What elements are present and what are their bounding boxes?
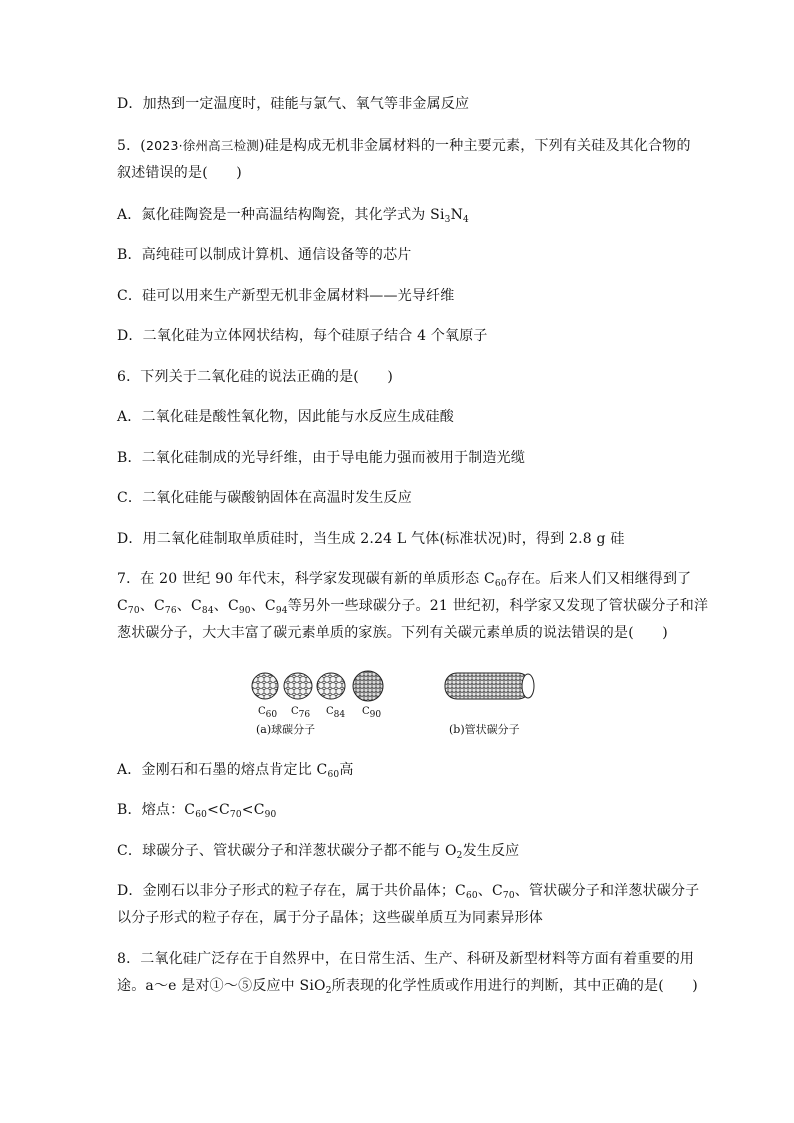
q6-option-b: B．二氧化硅制成的光导纤维，由于导电能力强而被用于制造光缆	[117, 450, 526, 466]
q5-option-a: A．氮化硅陶瓷是一种高温结构陶瓷，其化学式为 $Si_3N_4$	[117, 207, 469, 225]
c76-ball-icon	[284, 673, 312, 699]
caption-tube-carbon: (b)管状碳分子	[449, 723, 520, 736]
q5-option-c: C．硅可以用来生产新型无机非金属材料——光导纤维	[117, 288, 455, 304]
q5-stem-line2: 叙述错误的是( )	[117, 165, 242, 181]
q7-option-a: A．金刚石和石墨的熔点肯定比 $C_{60}$高	[117, 762, 354, 780]
label-c84: $C_{84}$	[326, 706, 346, 720]
q6-option-a: A．二氧化硅是酸性氧化物，因此能与水反应生成硅酸	[117, 409, 454, 425]
q5-source: 2023·徐州高三检测	[145, 138, 259, 153]
c60-ball-icon	[252, 673, 278, 699]
c90-ball-icon	[353, 671, 383, 701]
q7-stem-line3: 葱状碳分子，大大丰富了碳元素单质的家族。下列有关碳元素单质的说法错误的是( )	[117, 625, 668, 641]
carbon-molecules-figure	[240, 664, 550, 744]
carbon-nanotube-icon	[445, 673, 534, 699]
q7-stem-line2: $C_{70}$、$C_{76}$、$C_{84}$、$C_{90}$、$C_{94}$等另外一些球碳分子。21 世纪初，科学家又发现了管状碳分子和洋	[117, 598, 709, 616]
q7-option-d-line1: D．金刚石以非分子形式的粒子存在，属于共价晶体；$C_{60}$、$C_{70}$、管状碳分子和洋葱状碳分子	[117, 883, 700, 901]
c84-ball-icon	[317, 673, 345, 699]
q8-stem-line1: 8．二氧化硅广泛存在于自然界中，在日常生活、生产、科研及新型材料等方面有着重要的用	[117, 951, 695, 967]
q6-option-d: D．用二氧化硅制取单质硅时，当生成 2.24 L 气体(标准状况)时，得到 2.8 g 硅	[117, 531, 625, 547]
q7-stem-line1: 7．在 20 世纪 90 年代末，科学家发现碳有新的单质形态 $C_{60}$存在。后来人们又相继得到了	[117, 571, 692, 589]
label-c90: $C_{90}$	[362, 706, 382, 720]
label-c60: $C_{60}$	[258, 706, 278, 720]
q5-option-d: D．二氧化硅为立体网状结构，每个硅原子结合 4 个氧原子	[117, 328, 488, 344]
q7-option-d-line2: 以分子形式的粒子存在，属于分子晶体；这些碳单质互为同素异形体	[117, 910, 543, 926]
carbon-molecules-illustration	[240, 664, 550, 714]
q4-option-d: D．加热到一定温度时，硅能与氯气、氧气等非金属反应	[117, 96, 470, 112]
q6-option-c: C．二氧化硅能与碳酸钠固体在高温时发生反应	[117, 490, 412, 506]
caption-ball-carbon: (a)球碳分子	[256, 723, 316, 736]
label-c76: $C_{76}$	[291, 706, 311, 720]
q7-option-b: B．熔点：$C_{60}<C_{70}<C_{90}$	[117, 802, 277, 820]
q5-stem-line1: 5．(2023·徐州高三检测)硅是构成无机非金属材料的一种主要元素，下列有关硅及其化合物的	[117, 138, 691, 154]
q7-option-c: C．球碳分子、管状碳分子和洋葱状碳分子都不能与 $O_2$发生反应	[117, 843, 520, 861]
q6-stem: 6．下列关于二氧化硅的说法正确的是( )	[117, 369, 394, 385]
q5-option-b: B．高纯硅可以制成计算机、通信设备等的芯片	[117, 247, 412, 263]
q8-stem-line2: 途。a～e 是对①～⑤反应中 SiO$_2$所表现的化学性质或作用进行的判断，其中正确的是( )	[117, 978, 698, 996]
